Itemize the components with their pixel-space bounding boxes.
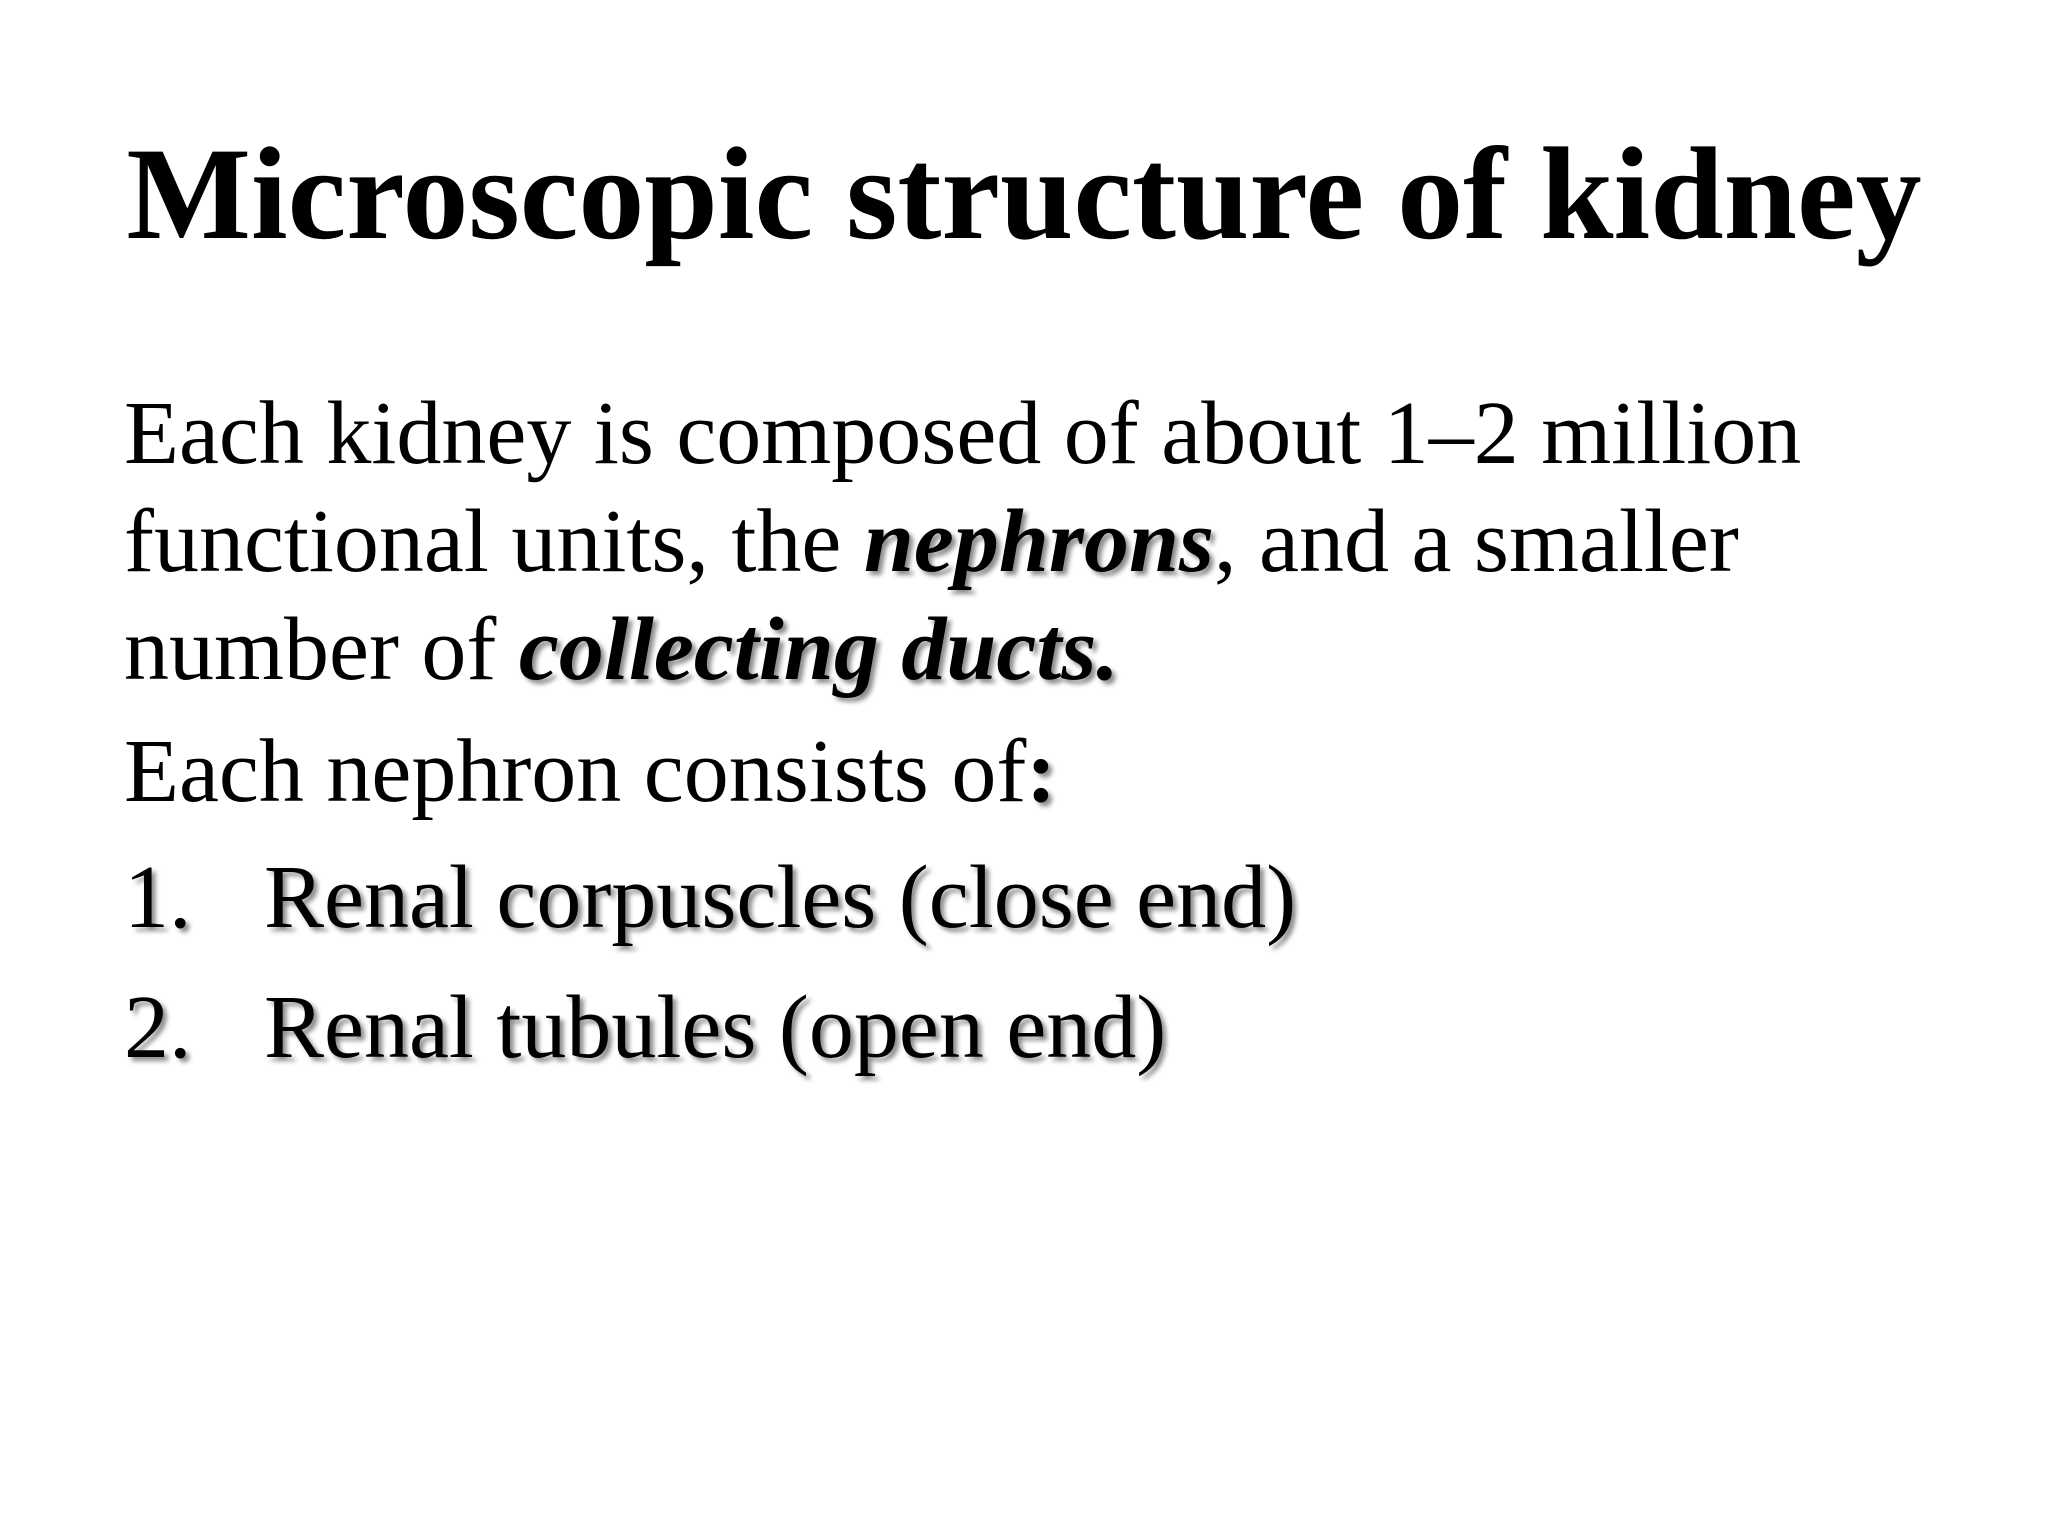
paragraph-nephron-consists — [124, 718, 1954, 826]
nephron-parts-list — [124, 844, 1954, 1082]
paragraph-text-part1: Each kidney is composed of about 1–2 million functional units, the — [124, 384, 1802, 591]
list-item — [124, 844, 1954, 952]
list-item-number: 2. — [124, 978, 192, 1077]
paragraph-nephron-colon: : — [1026, 722, 1057, 821]
list-item-text: Renal tubules (open end) — [264, 978, 1167, 1077]
slide-title: Microscopic structure of kidney — [126, 120, 1922, 267]
list-item-number: 1. — [124, 848, 192, 947]
paragraph-kidney-composition — [124, 380, 1954, 704]
emphasis-collecting-ducts: collecting ducts. — [518, 600, 1119, 699]
paragraph-text-part2: , and a smaller number of — [124, 492, 1739, 699]
list-item-text: Renal corpuscles (close end) — [264, 848, 1297, 947]
list-item — [124, 974, 1954, 1082]
slide-body — [124, 380, 1954, 1104]
paragraph-nephron-text: Each nephron consists of — [124, 722, 1027, 821]
emphasis-nephrons: nephrons — [863, 492, 1215, 591]
